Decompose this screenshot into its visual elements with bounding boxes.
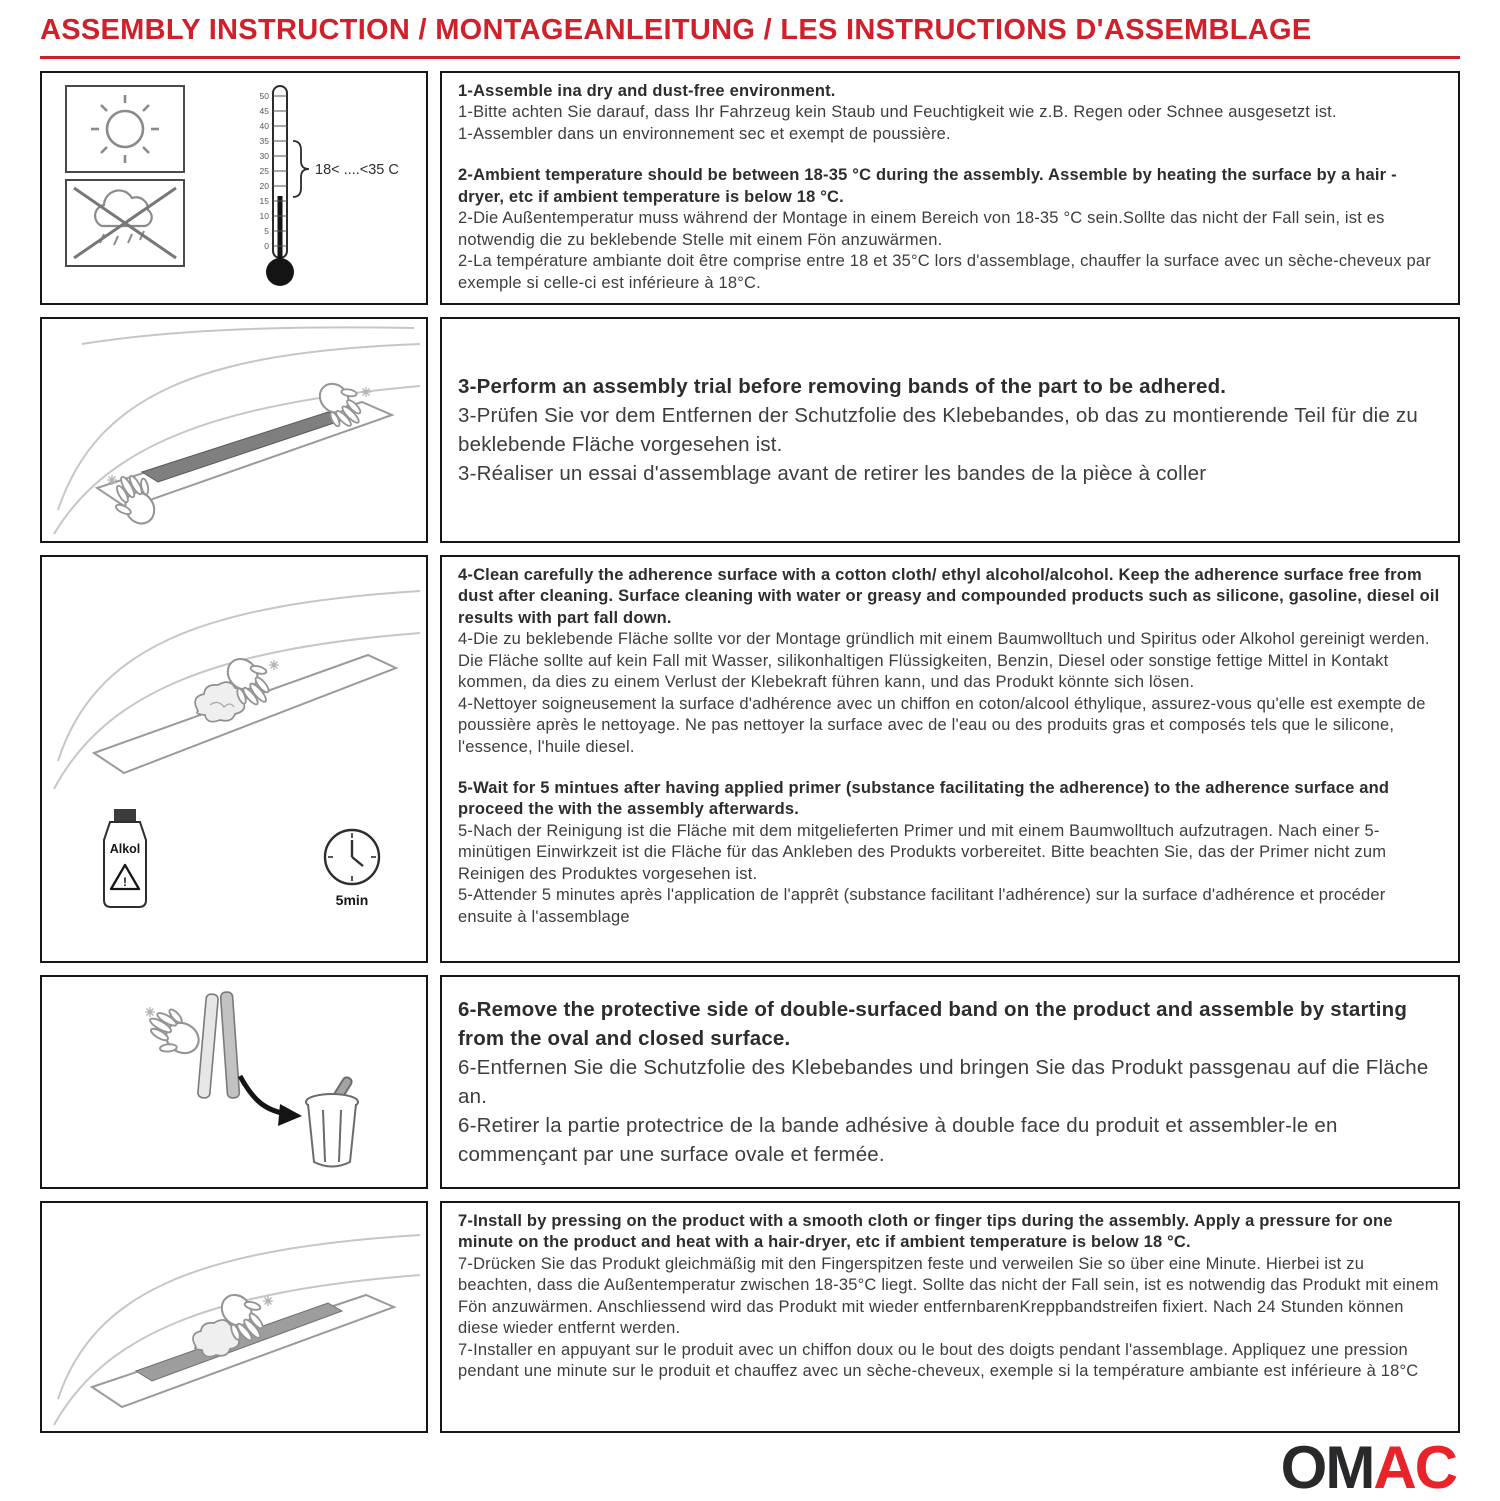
- text-box-step-1-2: [440, 71, 1460, 305]
- step1-en: 1-Assemble ina dry and dust-free environment.: [458, 82, 836, 100]
- svg-text:5: 5: [264, 226, 269, 236]
- temperature-range-label: 18< ....<35 C: [315, 162, 399, 178]
- sparkle-icon: [361, 387, 371, 397]
- step2-de: 2-Die Außentemperatur muss während der Montage in einem Bereich von 18-35 °C sein.Sollte das nicht der Fall sein, ist es notwendig die zu beklebende Stelle mit einem Fön anzuwärmen.: [458, 209, 1385, 249]
- step3-fr: 3-Réaliser un essai d'assemblage avant de retirer les bandes de la pièce à coller: [458, 462, 1207, 486]
- illustration-box-cleaning: [40, 555, 428, 963]
- car-door-outline: [54, 327, 420, 534]
- step6-fr: 6-Retirer la partie protectrice de la bande adhésive à double face du produit et assembler-le en commençant par une surface ovale et fermée.: [458, 1114, 1338, 1167]
- step2-fr: 2-La température ambiante doit être comprise entre 18 et 35°C lors d'assemblage, chauffer la surface avec un sèche-cheveux par exemple si celle-ci est inférieure à 18°C.: [458, 252, 1431, 292]
- step6-de: 6-Entfernen Sie die Schutzfolie des Klebebandes und bringen Sie das Produkt passgenau auf die Fläche an.: [458, 1055, 1429, 1108]
- step7-en: 7-Install by pressing on the product with a smooth cloth or finger tips during the assembly. Apply a pressure for one minute on the product and heat with a hair-dryer, etc if ambient temperature is below 18 °C.: [458, 1212, 1393, 1252]
- no-rain-icon: [66, 180, 184, 266]
- section-remove-band: [40, 975, 1460, 1189]
- text-box-step-7: [440, 1201, 1460, 1433]
- step5-fr: 5-Attender 5 minutes après l'application de l'apprêt (substance facilitant l'adhérence) sur la surface d'adhérence et procéder ensuite à l'assemblage: [458, 886, 1386, 926]
- alcohol-bottle-icon: [104, 809, 146, 907]
- clock-icon: [325, 830, 379, 884]
- remove-band-illustration: [42, 980, 426, 1184]
- range-brace: [293, 141, 309, 197]
- sparkle-icon: [107, 475, 117, 485]
- thermometer-icon: [260, 86, 399, 286]
- bottle-label: Alkol: [109, 842, 141, 856]
- step7-de: 7-Drücken Sie das Produkt gleichmäßig mit den Fingerspitzen feste und verweilen Sie so über eine Minute. Hierbei ist zu beachten, dass die Außentemperatur zwischen 18-35°C liegt. Sollte das nicht der Fall sein, ist es notwendig das Produkt mit einem Fön anzuwärmen. Anschliessend wird das Produkt mit wieder entfernbarenKreppbandstreifen fixiert. Nach 24 Stunden können diese wieder entfernt werden.: [458, 1254, 1439, 1338]
- step3-en: 3-Perform an assembly trial before removing bands of the part to be adhered.: [458, 374, 1227, 398]
- arrow: [240, 1076, 286, 1114]
- trash-bin-icon: [306, 1076, 358, 1167]
- svg-text:20: 20: [259, 181, 269, 191]
- svg-text:25: 25: [259, 166, 269, 176]
- svg-text:35: 35: [259, 136, 269, 146]
- step1-fr: 1-Assembler dans un environnement sec et exempt de poussière.: [458, 124, 951, 143]
- step1-de: 1-Bitte achten Sie darauf, dass Ihr Fahrzeug kein Staub und Feuchtigkeit wie z.B. Regen oder Schnee ausgesetzt ist.: [458, 103, 1337, 122]
- clock-duration-label: 5min: [335, 892, 369, 908]
- arrow-head: [278, 1104, 302, 1126]
- step2-en: 2-Ambient temperature should be between 18-35 °C during the assembly. Assemble by heating the surface by a hair -dryer, etc if ambient temperature is below 18 °C.: [458, 166, 1397, 206]
- svg-text:10: 10: [259, 211, 269, 221]
- sparkle-icon: [269, 660, 279, 670]
- logo-text-red: AC: [1373, 1434, 1456, 1501]
- environment-illustration: [42, 78, 426, 298]
- door-sill-trim: [142, 412, 343, 482]
- text-box-step-3: [440, 317, 1460, 543]
- sun-icon: [66, 86, 184, 172]
- step6-en: 6-Remove the protective side of double-surfaced band on the product and assemble by starting from the oval and closed surface.: [458, 997, 1408, 1050]
- sparkle-icon: [263, 1296, 273, 1306]
- text-box-step-4-5: [440, 555, 1460, 963]
- step5-de: 5-Nach der Reinigung ist die Fläche mit dem mitgelieferten Primer und mit einem Baumwolltuch aufzutragen. Nach einer 5-minütigen Einwirkzeit ist die Fläche für das Ankleben des Produkts vorbereitet. Bitte beachten Sie, das der Primer nicht zum Reinigen des Produktes vorgesehen ist.: [458, 821, 1387, 883]
- step5-en: 5-Wait for 5 mintues after having applied primer (substance facilitating the adherence) to the adherence surface and proceed the with the assembly afterwards.: [458, 778, 1390, 819]
- text-box-step-6: [440, 975, 1460, 1189]
- adhesive-strips: [197, 992, 239, 1099]
- illustration-box-press: [40, 1201, 428, 1433]
- illustration-box-trial-fit: [40, 317, 428, 543]
- step4-de: 4-Die zu beklebende Fläche sollte vor der Montage gründlich mit einem Baumwolltuch und Spiritus oder Alkohol gereinigt werden. Die Fläche sollte auf kein Fall mit Wasser, silikonhaltigen Flüssigkeiten, Benzin, Diesel oder sonstige fettige Mittel in Kontakt kommen, da dies zu einem Verlust der Klebekraft führen kann, und das Produkt könnte sich lösen.: [458, 630, 1430, 692]
- logo-text-dark: OM: [1280, 1434, 1374, 1501]
- cleaning-illustration: [42, 561, 426, 957]
- illustration-box-environment: [40, 71, 428, 305]
- sparkle-icon: [145, 1007, 155, 1017]
- step4-fr: 4-Nettoyer soigneusement la surface d'adhérence avec un chiffon en coton/alcool éthylique, assurez-vous qu'elle est exempte de poussière après le nettoyage. Ne pas nettoyer la surface avec de l'eau ou des produits gras et composés tels que le silicone, l'essence, l'huile diesel.: [458, 694, 1426, 756]
- step3-de: 3-Prüfen Sie vor dem Entfernen der Schutzfolie des Klebebandes, ob das zu montierende Teil für die zu beklebende Fläche vorgesehen ist.: [458, 403, 1418, 456]
- svg-text:40: 40: [259, 121, 269, 131]
- trial-fit-illustration: [42, 322, 426, 538]
- svg-text:30: 30: [259, 151, 269, 161]
- warning-mark: !: [123, 875, 127, 889]
- section-trial-fit: [40, 317, 1460, 543]
- step4-en: 4-Clean carefully the adherence surface with a cotton cloth/ ethyl alcohol/alcohol. Keep the adherence surface free from dust after cleaning. Surface cleaning with water or greasy and compounded products such as silicone, gasoline, diesel oil results with part fall down.: [458, 566, 1440, 627]
- section-press-install: [40, 1201, 1460, 1433]
- svg-text:50: 50: [259, 91, 269, 101]
- svg-text:0: 0: [264, 241, 269, 251]
- illustration-box-remove-band: [40, 975, 428, 1189]
- svg-text:15: 15: [259, 196, 269, 206]
- svg-text:45: 45: [259, 106, 269, 116]
- section-environment-temperature: [40, 71, 1460, 305]
- page-title: ASSEMBLY INSTRUCTION / MONTAGEANLEITUNG / LES INSTRUCTIONS D'ASSEMBLAGE: [40, 14, 1460, 59]
- section-cleaning-primer: [40, 555, 1460, 963]
- press-illustration: [42, 1207, 426, 1427]
- omac-logo: [1280, 1434, 1456, 1501]
- step7-fr: 7-Installer en appuyant sur le produit avec un chiffon doux ou le bout des doigts pendant l'assemblage. Appliquez une pression pendant une minute sur le produit et chauffez avec un sèche-cheveux, exemple si la température ambiante est inférieure à 18°C: [458, 1340, 1419, 1381]
